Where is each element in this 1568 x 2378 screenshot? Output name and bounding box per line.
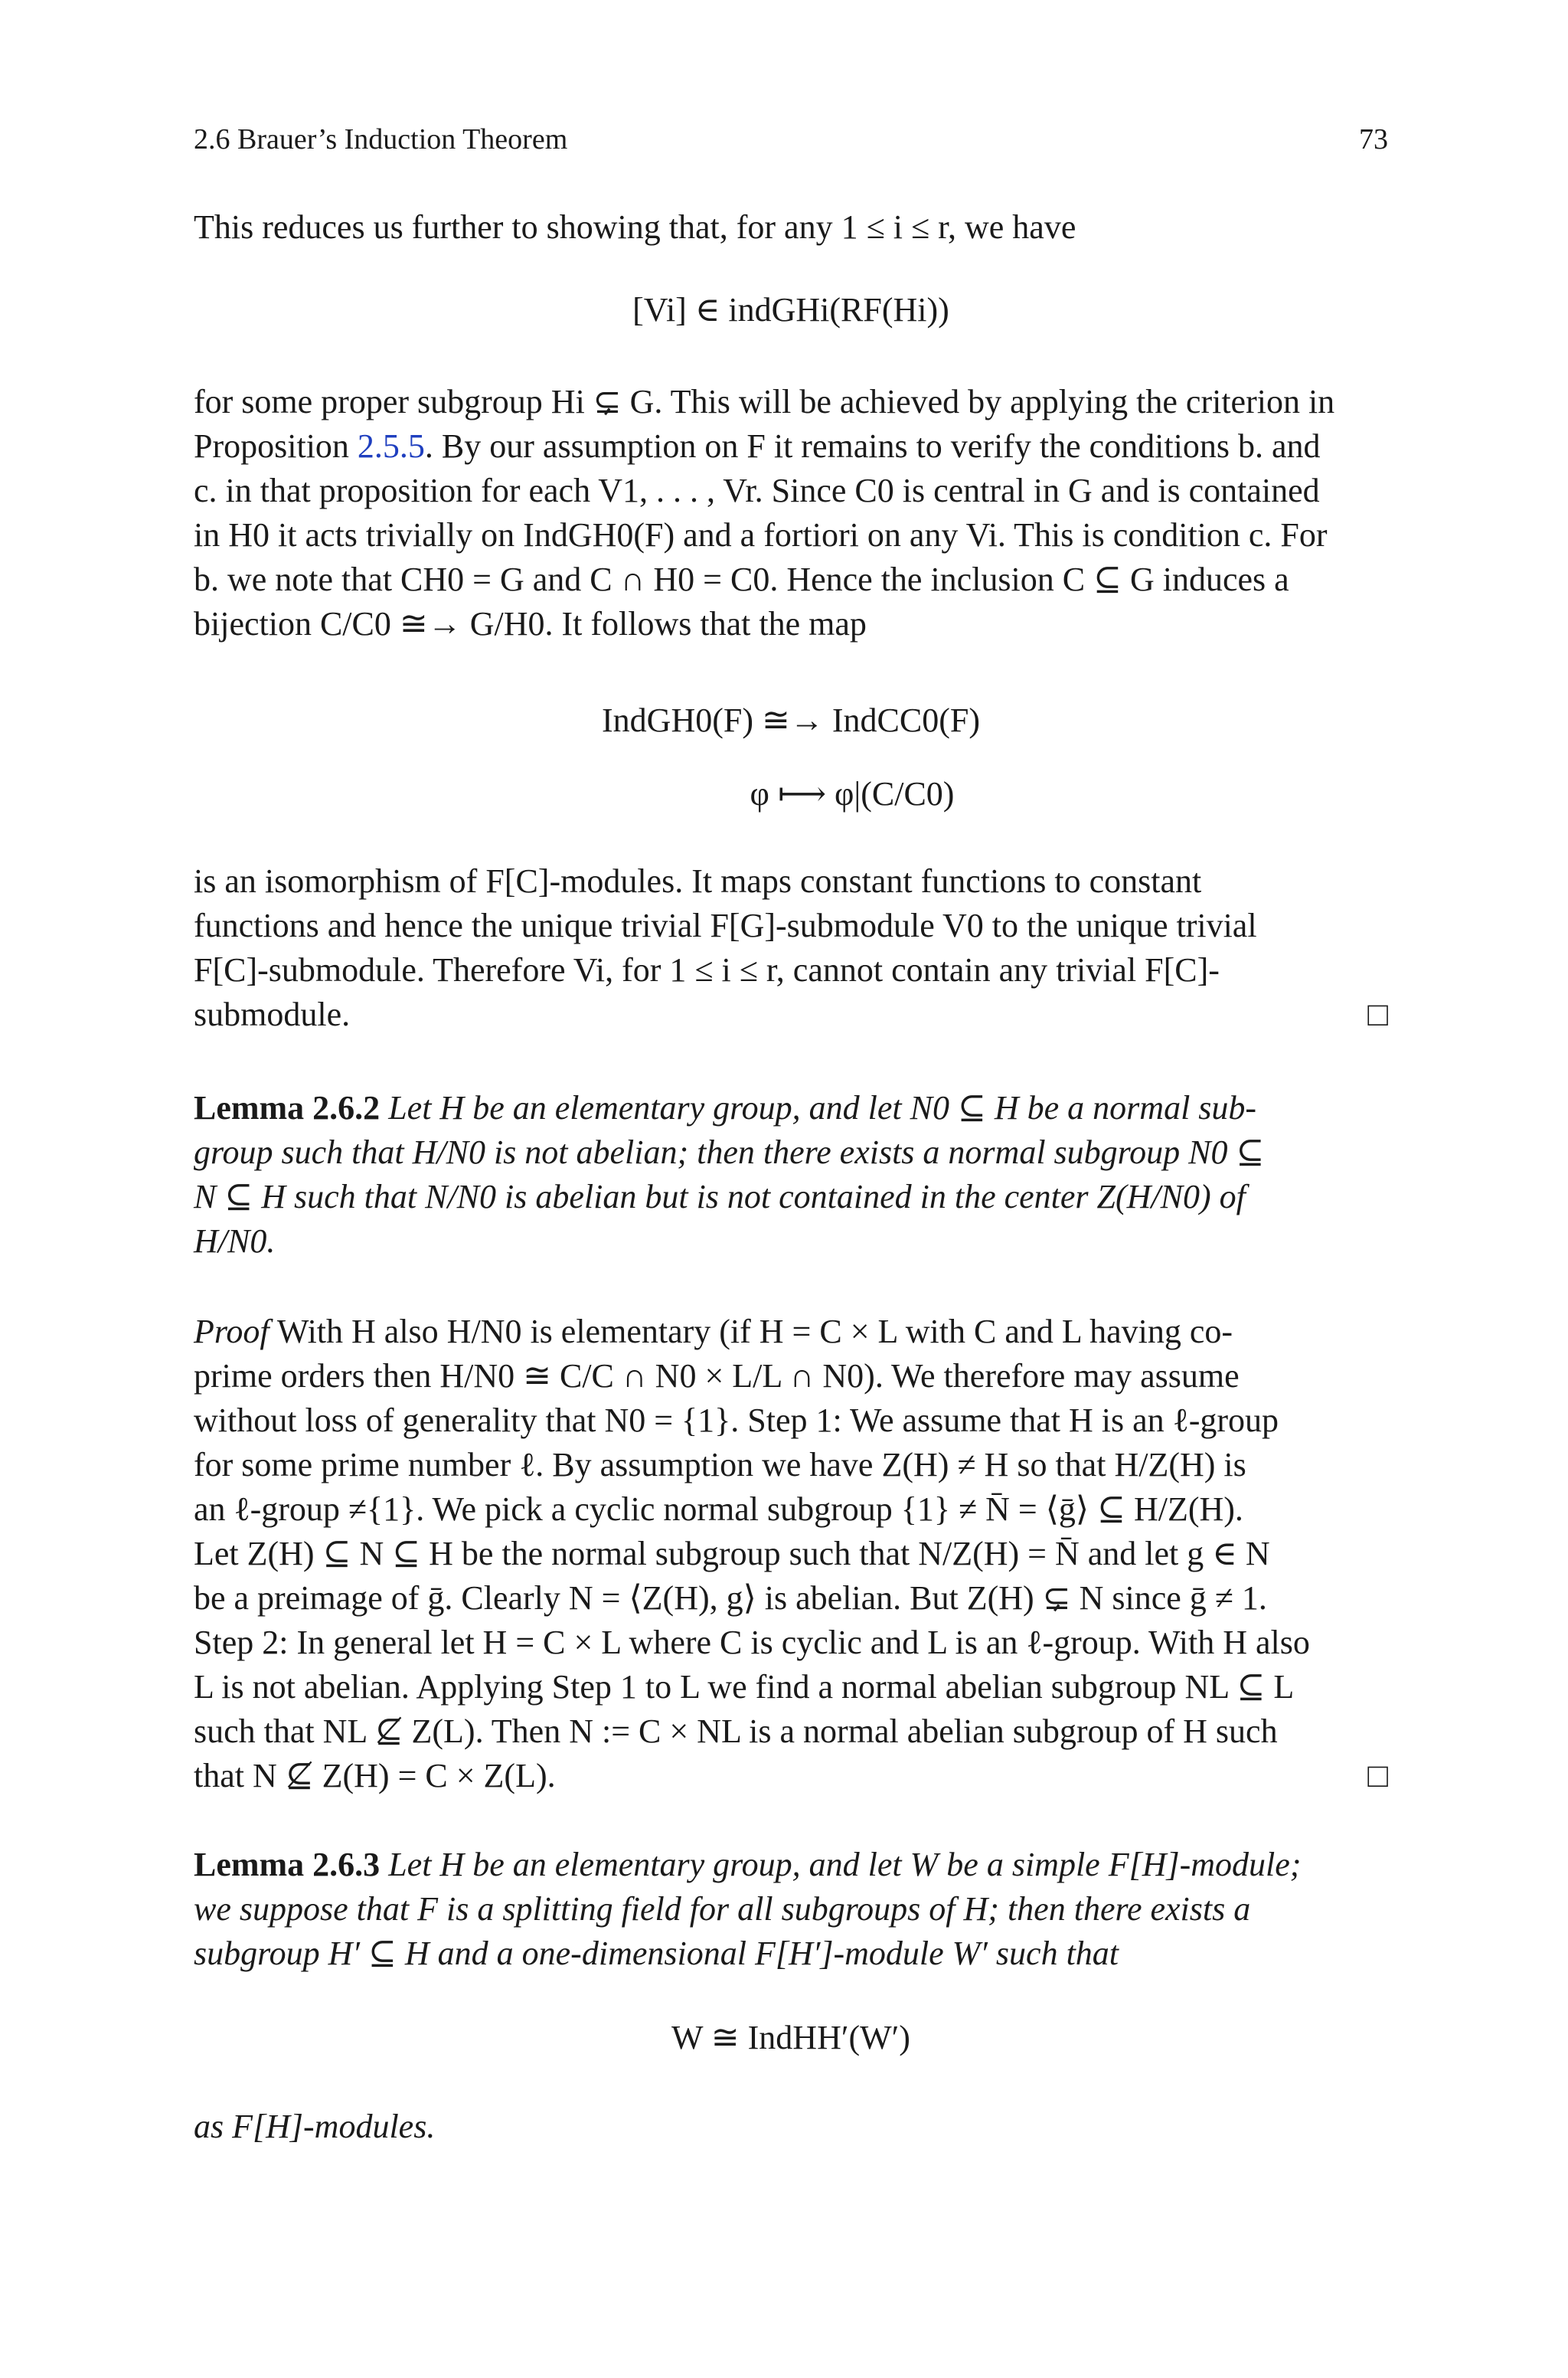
qed-symbol: □ (1367, 1757, 1388, 1794)
lemma262-label: Lemma 2.6.2 (194, 1089, 381, 1127)
proof-block (194, 1310, 1388, 1798)
page-number: 73 (1359, 123, 1388, 155)
para3-line: functions and hence the unique trivial F[G]-submodule V0 to the unique trivial (194, 907, 1257, 944)
lemma262-text: N ⊆ H such that N/N0 is abelian but is not contained in the center Z(H/N0) of (194, 1178, 1246, 1215)
para3-line (194, 993, 1388, 1037)
proof-line: Let Z(H) ⊆ N ⊆ H be the normal subgroup such that N/Z(H) = N̄ and let g ∈ N (194, 1535, 1270, 1572)
proof-line (194, 1754, 1388, 1798)
lemma262-line (194, 1219, 1388, 1264)
para-3 (194, 859, 1388, 1037)
proof-line (194, 1310, 1388, 1354)
lemma263-line (194, 1887, 1388, 1932)
lemma262-text: H/N0. (194, 1222, 276, 1260)
para3-last-text: submodule. (194, 996, 351, 1033)
para-intro: This reduces us further to showing that, for any 1 ≤ i ≤ r, we have (194, 208, 1076, 246)
lemma-2-6-3 (194, 1843, 1388, 1976)
lemma262-line (194, 1086, 1388, 1130)
para2-line: in H0 it acts trivially on IndGH0(F) and a fortiori on any Vi. This is condition c. For (194, 516, 1328, 554)
qed-symbol: □ (1367, 996, 1388, 1033)
lemma263-line (194, 1843, 1388, 1887)
proof-last-text: that N ⊈ Z(H) = C × Z(L). (194, 1757, 556, 1794)
para2-line: c. in that proposition for each V1, . . . , Vr. Since C0 is central in G and is contained (194, 472, 1320, 509)
proof-line: L is not abelian. Applying Step 1 to L we find a normal abelian subgroup NL ⊆ L (194, 1668, 1295, 1706)
para2-line: for some proper subgroup Hi ⊊ G. This will be achieved by applying the criterion in (194, 383, 1335, 420)
proof-text: With H also H/N0 is elementary (if H = C × L with C and L having co- (276, 1313, 1233, 1350)
lemma263-closing-text: as F[H]-modules. (194, 2108, 436, 2145)
proposition-link[interactable]: 2.5.5 (357, 427, 425, 465)
proof-line: prime orders then H/N0 ≅ C/C ∩ N0 × L/L ∩ N0). We therefore may assume (194, 1357, 1240, 1395)
lemma262-text: Let H be an elementary group, and let N0 ⊆ H be a normal sub- (388, 1089, 1257, 1127)
proof-line: such that NL ⊈ Z(L). Then N := C × NL is a normal abelian subgroup of H such (194, 1712, 1278, 1750)
proof-line: Step 2: In general let H = C × L where C is cyclic and L is an ℓ-group. With H also (194, 1624, 1310, 1661)
equation-3: W ≅ IndHH′(W′) (671, 2019, 910, 2056)
proof-line: without loss of generality that N0 = {1}. Step 1: We assume that H is an ℓ-group (194, 1402, 1279, 1439)
lemma263-line (194, 1932, 1388, 1976)
lemma263-text: Let H be an elementary group, and let W be a simple F[H]-module; (388, 1846, 1302, 1883)
lemma263-label: Lemma 2.6.3 (194, 1846, 381, 1883)
equation-2-line-2: φ ⟼ φ|(C/C0) (750, 775, 955, 813)
lemma262-line (194, 1175, 1388, 1219)
para2-line: b. we note that CH0 = G and C ∩ H0 = C0. Hence the inclusion C ⊆ G induces a (194, 561, 1289, 598)
para3-line: F[C]-submodule. Therefore Vi, for 1 ≤ i ≤ r, cannot contain any trivial F[C]- (194, 951, 1220, 989)
equation-1: [Vi] ∈ indGHi(RF(Hi)) (632, 291, 949, 329)
para2-line-link (194, 424, 1388, 469)
para2-line: bijection C/C0 ≅→ G/H0. It follows that the map (194, 605, 867, 643)
lemma263-text: we suppose that F is a splitting field for all subgroups of H; then there exists a (194, 1890, 1251, 1928)
proof-line: for some prime number ℓ. By assumption we have Z(H) ≠ H so that H/Z(H) is (194, 1446, 1246, 1483)
lemma-2-6-2 (194, 1086, 1388, 1264)
proof-line: an ℓ-group ≠{1}. We pick a cyclic normal subgroup {1} ≠ N̄ = ⟨ḡ⟩ ⊆ H/Z(H). (194, 1490, 1243, 1528)
lemma262-line (194, 1130, 1388, 1175)
equation-2-line-1: IndGH0(F) ≅→ IndCC0(F) (602, 702, 980, 739)
lemma263-text: subgroup H′ ⊆ H and a one-dimensional F[H′]-module W′ such that (194, 1935, 1119, 1972)
lemma263-closing (194, 2105, 1388, 2149)
lemma262-text: group such that H/N0 is not abelian; then there exists a normal subgroup N0 ⊆ (194, 1133, 1265, 1171)
header-section: 2.6 Brauer’s Induction Theorem (194, 123, 568, 155)
proof-line: be a preimage of ḡ. Clearly N = ⟨Z(H), g⟩ is abelian. But Z(H) ⊊ N since ḡ ≠ 1. (194, 1579, 1267, 1617)
proof-label: Proof (194, 1313, 270, 1350)
para2-line-text: Proposition 2.5.5. By our assumption on F it remains to verify the conditions b. and (194, 427, 1321, 465)
para3-line: is an isomorphism of F[C]-modules. It maps constant functions to constant (194, 862, 1202, 900)
running-header (194, 123, 1388, 156)
para-2 (194, 380, 1388, 646)
